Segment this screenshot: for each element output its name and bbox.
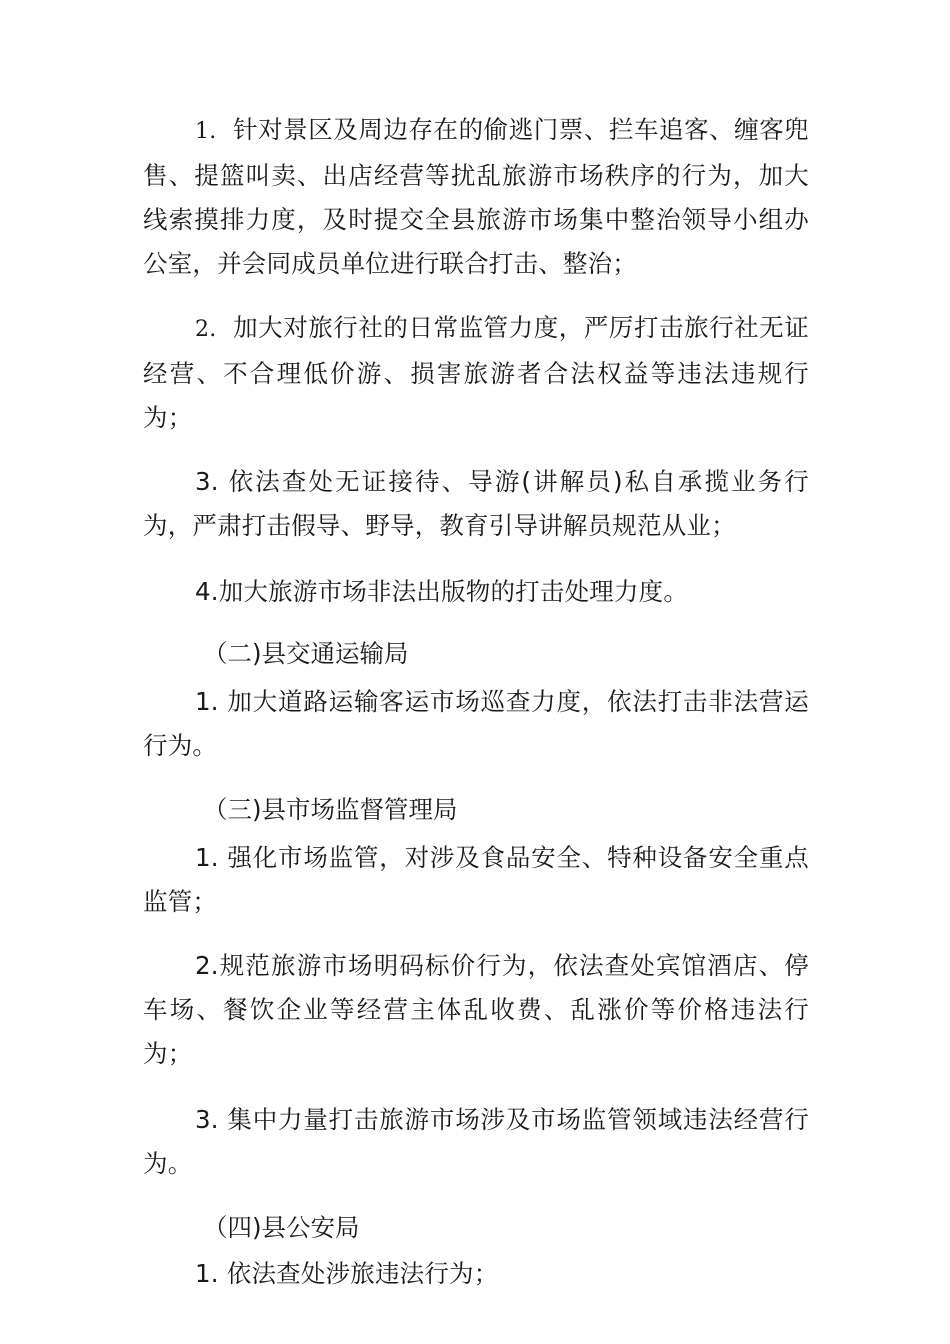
paragraph-number: 1.	[195, 119, 217, 144]
paragraph-text: 针对景区及周边存在的偷逃门票、拦车追客、缠客兜售、提篮叫卖、出店经营等扰乱旅游市场秩序的行为，加大线索摸排力度，及时提交全县旅游市场集中整治领导小组办公室，并会同成员单位进行联合打击、整治；	[143, 115, 809, 278]
paragraph-2	[143, 306, 809, 440]
paragraph-text: 加大对旅行社的日常监管力度，严厉打击旅行社无证经营、不合理低价游、损害旅游者合法权益等违法违规行为；	[143, 313, 809, 432]
paragraph-number: 2.	[195, 317, 217, 342]
paragraph-6: 1. 强化市场监管，对涉及食品安全、特种设备安全重点监管；	[143, 843, 809, 916]
paragraph-3: 3. 依法查处无证接待、导游(讲解员)私自承揽业务行为，严肃打击假导、野导，教育引导讲解员规范从业；	[143, 467, 809, 540]
paragraph-7: 2.规范旅游市场明码标价行为，依法查处宾馆酒店、停车场、餐饮企业等经营主体乱收费、乱涨价等价格违法行为；	[143, 951, 809, 1068]
section-heading-police: （四)县公安局	[203, 1213, 360, 1242]
paragraph-1	[143, 108, 809, 286]
section-heading-transport: （二)县交通运输局	[203, 639, 409, 668]
paragraph-5: 1. 加大道路运输客运市场巡查力度，依法打击非法营运行为。	[143, 687, 809, 760]
paragraph-4: 4.加大旅游市场非法出版物的打击处理力度。	[195, 577, 689, 606]
paragraph-9: 1. 依法查处涉旅违法行为；	[195, 1259, 499, 1288]
section-heading-market: （三)县市场监督管理局	[203, 795, 458, 824]
paragraph-8: 3. 集中力量打击旅游市场涉及市场监管领域违法经营行为。	[143, 1105, 809, 1178]
